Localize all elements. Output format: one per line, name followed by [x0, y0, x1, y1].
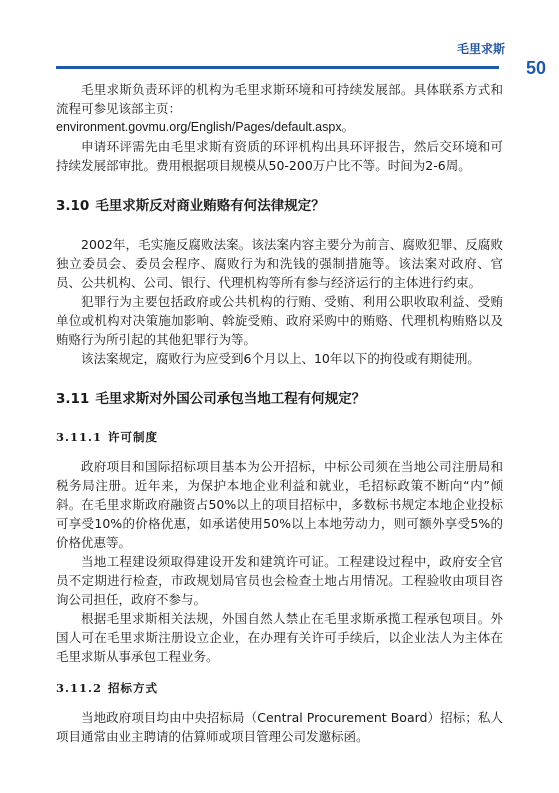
- subsection-heading: [56, 679, 503, 697]
- body-paragraph: 当地政府项目均由中央招标局（Central Procurement Board）招标；私人项目通常由业主聘请的估算师或项目管理公司发邀标函。: [56, 710, 503, 744]
- running-header-title: 毛里求斯: [456, 42, 505, 56]
- section-heading: [56, 196, 503, 216]
- body-paragraph: 当地工程建设须取得建设开发和建筑许可证。工程建设过程中，政府安全官员不定期进行检查，市政规划局官员也会检查土地占用情况。工程验收由项目咨询公司担任，政府不参与。: [56, 554, 503, 607]
- section-title: 招标方式: [108, 681, 159, 695]
- section-title: 毛里求斯反对商业贿赂有何法律规定？: [95, 198, 325, 214]
- body-paragraph: 犯罪行为主要包括政府或公共机构的行贿、受贿、利用公职收取利益、受贿单位或机构对决策施加影响、斡旋受贿、政府采购中的贿赂、代理机构贿赂以及贿赂行为所引起的其他犯罪行为等。: [56, 294, 503, 347]
- body-paragraph: 政府项目和国际招标项目基本为公开招标，中标公司须在当地公司注册局和税务局注册。近年来，为保护本地企业利益和就业，毛招标政策不断向“内”倾斜。在毛里求斯政府融资占50%以上的项目招标中，多数标书规定本地企业投标可享受10%的价格优惠，如承诺使用50%以上本地劳动力，则可额外享受5%的价格优惠等。: [56, 459, 503, 550]
- page-number: 50: [525, 58, 546, 78]
- section-heading: [56, 389, 503, 409]
- subsection-heading: [56, 428, 503, 446]
- section-title: 毛里求斯对外国公司承包当地工程有何规定？: [95, 391, 366, 407]
- body-paragraph: 2002年，毛实施反腐败法案。该法案内容主要分为前言、腐败犯罪、反腐败独立委员会、委员会程序、腐败行为和洗钱的强制措施等。该法案对政府、官员、公共机构、公司、银行、代理机构等所有参与经济运行的主体进行约束。: [56, 237, 503, 290]
- body-paragraph: 根据毛里求斯相关法规，外国自然人禁止在毛里求斯承揽工程承包项目。外国人可在毛里求斯注册设立企业，在办理有关许可手续后，以企业法人为主体在毛里求斯从事承包工程业务。: [56, 611, 503, 664]
- section-number: 3.11.1: [56, 430, 103, 444]
- section-title: 许可制度: [108, 430, 159, 444]
- section-number: 3.10: [56, 198, 90, 214]
- body-paragraph: 毛里求斯负责环评的机构为毛里求斯环境和可持续发展部。具体联系方式和流程可参见该部主页：: [56, 82, 503, 116]
- body-paragraph: 申请环评需先由毛里求斯有资质的环评机构出具环评报告，然后交环境和可持续发展部审批。费用根据项目规模从50-200万户比不等。时间为2-6周。: [56, 139, 503, 173]
- header-rule: [56, 66, 499, 69]
- section-number: 3.11.2: [56, 681, 103, 695]
- url-text: environment.govmu.org/English/Pages/default.aspx。: [56, 120, 355, 134]
- section-number: 3.11: [56, 391, 90, 407]
- body-paragraph: 该法案规定，腐败行为应受到6个月以上、10年以下的拘役或有期徒刑。: [81, 351, 480, 366]
- document-body: [56, 80, 503, 746]
